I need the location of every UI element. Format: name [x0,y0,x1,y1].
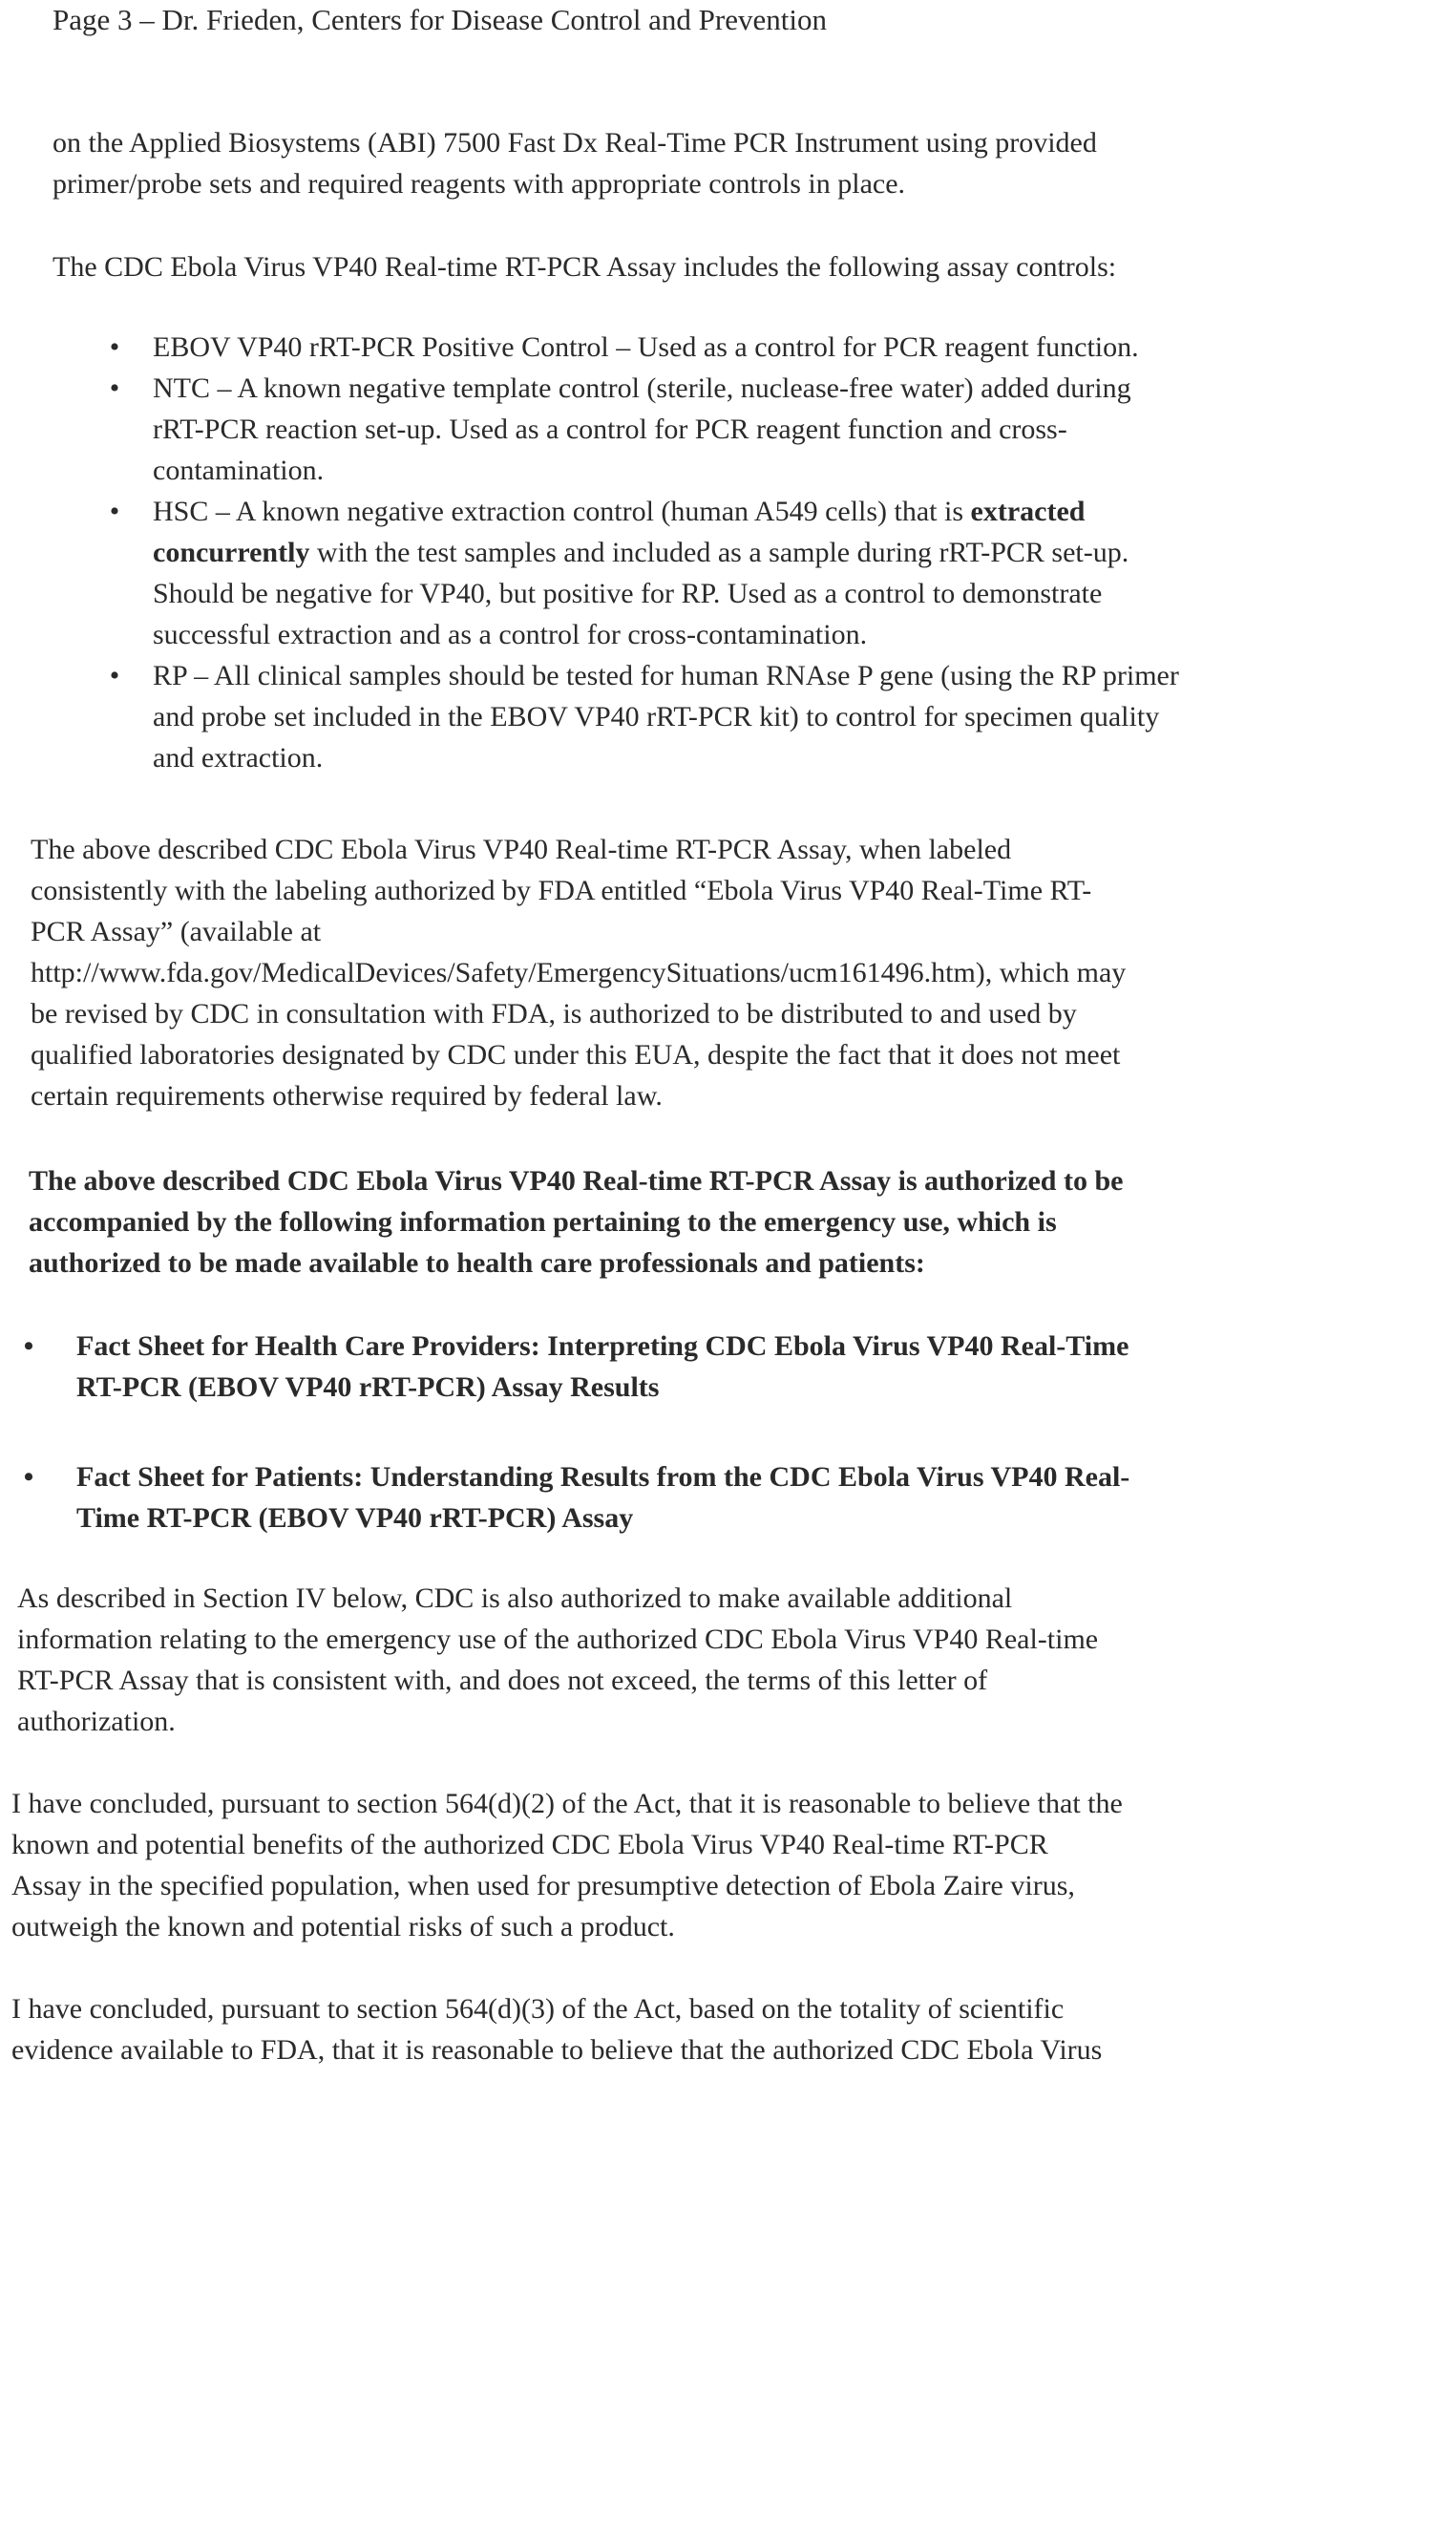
assay-controls-list [109,327,1456,778]
bullet-icon: • [23,1330,34,1362]
text-line: The CDC Ebola Virus VP40 Real-time RT-PCR Assay includes the following assay controls: [53,251,1117,283]
bullet-icon: • [23,1461,34,1493]
text-line: outweigh the known and potential risks of such a product. [11,1911,675,1942]
text-line [153,532,1456,573]
list-item [109,368,1456,491]
text-line: and probe set included in the EBOV VP40 rRT-PCR kit) to control for specimen quality [153,701,1160,732]
controls-intro-paragraph [53,246,1456,287]
text-line: information relating to the emergency use of the authorized CDC Ebola Virus VP40 Real-time [17,1624,1099,1655]
text-line: The above described CDC Ebola Virus VP40 Real-time RT-PCR Assay, when labeled [31,834,1012,865]
text-line: As described in Section IV below, CDC is also authorized to make available additional [17,1582,1013,1614]
text-line: NTC – A known negative template control (sterile, nuclease-free water) added during [153,372,1131,404]
text-line: accompanied by the following information pertaining to the emergency use, which is [29,1206,1057,1238]
text-line: successful extraction and as a control for cross-contamination. [153,619,868,650]
text-line: and extraction. [153,742,324,774]
page-header-text: Page 3 – Dr. Frieden, Centers for Disease Control and Prevention [53,3,827,36]
text-line: http://www.fda.gov/MedicalDevices/Safety/EmergencySituations/ucm161496.htm), which may [31,957,1127,988]
section-564-d2-paragraph [11,1783,1415,1947]
text-line: PCR Assay” (available at [31,916,322,947]
text-line: consistently with the labeling authorized by FDA entitled “Ebola Virus VP40 Real-Time RT- [31,875,1092,906]
list-item [109,491,1456,655]
text-line: RT-PCR Assay that is consistent with, and does not exceed, the terms of this letter of [17,1665,988,1696]
bullet-icon: • [109,331,120,363]
text-line: The above described CDC Ebola Virus VP40 Real-time RT-PCR Assay is authorized to be [29,1165,1124,1197]
intro-paragraph [53,122,1456,204]
text-line: authorization. [17,1706,176,1737]
text-run-bold: extracted [970,496,1086,527]
text-line: on the Applied Biosystems (ABI) 7500 Fast Dx Real-Time PCR Instrument using provided [53,127,1097,159]
text-line: known and potential benefits of the authorized CDC Ebola Virus VP40 Real-time RT-PCR [11,1829,1048,1860]
text-line: Fact Sheet for Health Care Providers: Interpreting CDC Ebola Virus VP40 Real-Time [76,1330,1129,1362]
bullet-icon: • [109,372,120,404]
text-line: RT-PCR (EBOV VP40 rRT-PCR) Assay Results [76,1371,660,1403]
text-line [153,491,1456,532]
text-line: qualified laboratories designated by CDC under this EUA, despite the fact that it does not meet [31,1039,1121,1071]
authorized-information-paragraph [29,1160,1432,1284]
list-item [109,327,1456,368]
list-item [109,655,1456,778]
fact-sheet-hcp-item [23,1326,1432,1408]
text-line: certain requirements otherwise required by federal law. [31,1080,663,1112]
section-iv-paragraph [17,1578,1421,1742]
fact-sheet-patients-item [23,1456,1432,1539]
text-line: authorized to be made available to health care professionals and patients: [29,1247,925,1279]
text-run: HSC – A known negative extraction control (human A549 cells) that is [153,496,971,527]
text-line: I have concluded, pursuant to section 564(d)(3) of the Act, based on the totality of scientific [11,1993,1065,2025]
text-line: Should be negative for VP40, but positive for RP. Used as a control to demonstrate [153,578,1103,609]
text-line: be revised by CDC in consultation with FDA, is authorized to be distributed to and used by [31,998,1077,1029]
text-line: RP – All clinical samples should be tested for human RNAse P gene (using the RP primer [153,660,1179,691]
bullet-icon: • [109,496,120,527]
text-line: primer/probe sets and required reagents with appropriate controls in place. [53,168,906,200]
text-line: contamination. [153,455,325,486]
text-line: Time RT-PCR (EBOV VP40 rRT-PCR) Assay [76,1502,634,1534]
bullet-icon: • [109,660,120,691]
text-run-bold: concurrently [153,537,310,568]
text-line: Fact Sheet for Patients: Understanding Results from the CDC Ebola Virus VP40 Real- [76,1461,1130,1493]
text-line: Assay in the specified population, when used for presumptive detection of Ebola Zaire virus, [11,1870,1075,1901]
text-line: I have concluded, pursuant to section 564(d)(2) of the Act, that it is reasonable to believe that the [11,1788,1123,1819]
section-564-d3-paragraph [11,1988,1415,2070]
text-line: rRT-PCR reaction set-up. Used as a control for PCR reagent function and cross- [153,414,1067,445]
labeling-paragraph [31,829,1434,1116]
page-header [53,0,827,40]
text-line: EBOV VP40 rRT-PCR Positive Control – Used as a control for PCR reagent function. [153,331,1139,363]
text-line: evidence available to FDA, that it is reasonable to believe that the authorized CDC Ebola Virus [11,2034,1103,2066]
text-run: with the test samples and included as a sample during rRT-PCR set-up. [309,537,1129,568]
